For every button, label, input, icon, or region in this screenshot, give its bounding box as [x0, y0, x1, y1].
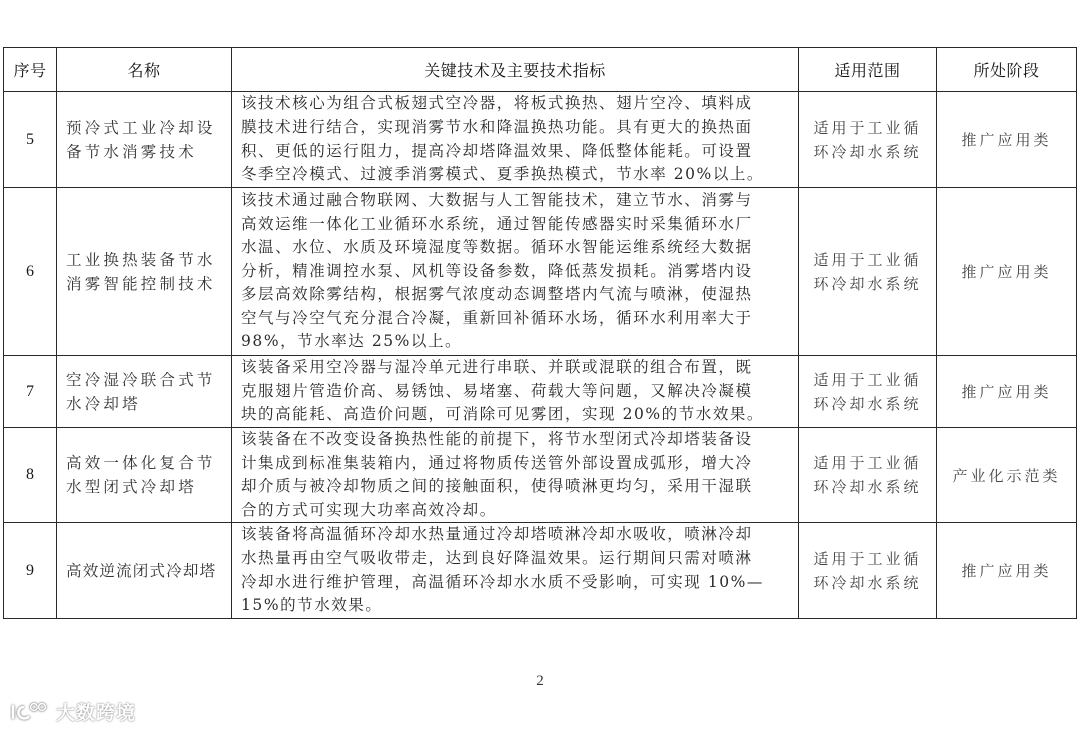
row-number: 8 [4, 428, 57, 523]
name-line: 水型闭式冷却塔 [66, 478, 197, 497]
header-scope: 适用范围 [799, 48, 937, 92]
development-stage: 推广应用类 [937, 188, 1077, 356]
header-no: 序号 [4, 48, 57, 92]
row-number: 5 [4, 92, 57, 188]
name-line: 备节水消雾技术 [66, 142, 197, 161]
description-line: 高效运维一体化工业循环水系统，通过智能传感器实时采集循环水厂 [241, 214, 753, 233]
development-stage: 推广应用类 [937, 92, 1077, 188]
scope-line: 适用于工业循 [813, 370, 922, 389]
page-number: 2 [536, 673, 544, 689]
description-line: 合的方式可实现大功率高效冷却。 [241, 500, 497, 519]
scope-line: 适用于工业循 [813, 118, 922, 137]
development-stage: 推广应用类 [937, 356, 1077, 428]
description-line: 15%的节水效果。 [241, 596, 383, 615]
description-line: 该技术核心为组合式板翅式空冷器，将板式换热、翅片空冷、填料成 [241, 94, 753, 113]
watermark-text: 大数跨境 [56, 702, 137, 724]
name-line: 消雾智能控制技术 [66, 274, 216, 293]
application-scope [799, 356, 937, 428]
tech-name [57, 428, 232, 523]
tech-description [232, 92, 799, 188]
tech-description [232, 356, 799, 428]
application-scope [799, 428, 937, 523]
tech-name [57, 356, 232, 428]
description-line: 水温、水位、水质及环境湿度等数据。循环水智能运维系统经大数据 [241, 238, 753, 257]
header-stage: 所处阶段 [937, 48, 1077, 92]
description-line: 空气与冷空气充分混合冷凝，重新回补循环水场，循环水利用率大于 [241, 308, 753, 327]
description-line: 98%，节水率达 25%以上。 [241, 332, 463, 351]
tech-name [57, 188, 232, 356]
name-line: 工业换热装备节水 [66, 250, 216, 269]
tech-name [57, 523, 232, 618]
table-row [4, 92, 1077, 188]
name-line: 空冷湿冷联合式节 [66, 370, 216, 389]
scope-line: 环冷却水系统 [813, 478, 922, 497]
description-line: 水热量再由空气吸收带走，达到良好降温效果。运行期间只需对喷淋 [241, 548, 753, 567]
tech-name [57, 92, 232, 188]
scope-line: 适用于工业循 [813, 454, 922, 473]
header-tech: 关键技术及主要技术指标 [232, 48, 799, 92]
scope-line: 适用于工业循 [813, 549, 922, 568]
description-line: 该装备采用空冷器与湿冷单元进行串联、并联或混联的组合布置，既 [241, 358, 753, 377]
scope-line: 适用于工业循 [813, 250, 922, 269]
tech-table [3, 47, 1077, 619]
development-stage: 推广应用类 [937, 523, 1077, 618]
name-line: 水冷却塔 [66, 394, 141, 413]
description-line: 冬季空冷模式、过渡季消雾模式、夏季换热模式，节水率 20%以上。 [241, 165, 764, 184]
tech-description [232, 188, 799, 356]
scope-line: 环冷却水系统 [813, 573, 922, 592]
name-line: 高效一体化复合节 [66, 454, 216, 473]
table-row [4, 356, 1077, 428]
description-line: 该装备在不改变设备换热性能的前提下，将节水型闭式冷却塔装备设 [241, 430, 753, 448]
description-line: 计集成到标准集装箱内，通过将物质传送管外部设置成弧形，增大冷 [241, 453, 753, 472]
scope-line: 环冷却水系统 [813, 394, 922, 413]
description-line: 该装备将高温循环冷却水热量通过冷却塔喷淋冷却水吸收，喷淋冷却 [241, 525, 753, 544]
watermark [10, 698, 136, 725]
description-line: 却介质与被冷却物质之间的接触面积，使得喷淋更均匀，采用干湿联 [241, 477, 753, 496]
description-line: 块的高能耗、高造价问题，可消除可见雾团，实现 20%的节水效果。 [241, 405, 764, 424]
description-line: 膜技术进行结合，实现消雾节水和降温换热功能。具有更大的换热面 [241, 117, 753, 136]
row-number: 7 [4, 356, 57, 428]
description-line: 分析，精准调控水泵、风机等设备参数，降低蒸发损耗。消雾塔内设 [241, 261, 753, 280]
application-scope [799, 188, 937, 356]
description-line: 冷却水进行维护管理，高温循环冷却水水质不受影响，可实现 10%— [241, 572, 764, 591]
table-row [4, 523, 1077, 618]
table-row [4, 188, 1077, 356]
scope-line: 环冷却水系统 [813, 274, 922, 293]
development-stage: 产业化示范类 [937, 428, 1077, 523]
name-line: 高效逆流闭式冷却塔 [66, 561, 217, 580]
row-number: 6 [4, 188, 57, 356]
description-line: 该技术通过融合物联网、大数据与人工智能技术，建立节水、消雾与 [241, 190, 753, 209]
description-line: 多层高效除雾结构，根据雾气浓度动态调整塔内气流与喷淋，使湿热 [241, 285, 753, 304]
description-line: 积、更低的运行阻力，提高冷却塔降温效果、降低整体能耗。可设置 [241, 141, 753, 160]
table-row [4, 428, 1077, 523]
row-number: 9 [4, 523, 57, 618]
table-header-row [4, 48, 1077, 92]
kuajing-logo-icon [10, 701, 50, 723]
tech-description [232, 523, 799, 618]
scope-line: 环冷却水系统 [813, 142, 922, 161]
application-scope [799, 523, 937, 618]
header-name: 名称 [57, 48, 232, 92]
application-scope [799, 92, 937, 188]
description-line: 克服翅片管造价高、易锈蚀、易堵塞、荷载大等问题，又解决冷凝模 [241, 381, 753, 400]
tech-description [232, 428, 799, 523]
name-line: 预冷式工业冷却设 [66, 118, 216, 137]
